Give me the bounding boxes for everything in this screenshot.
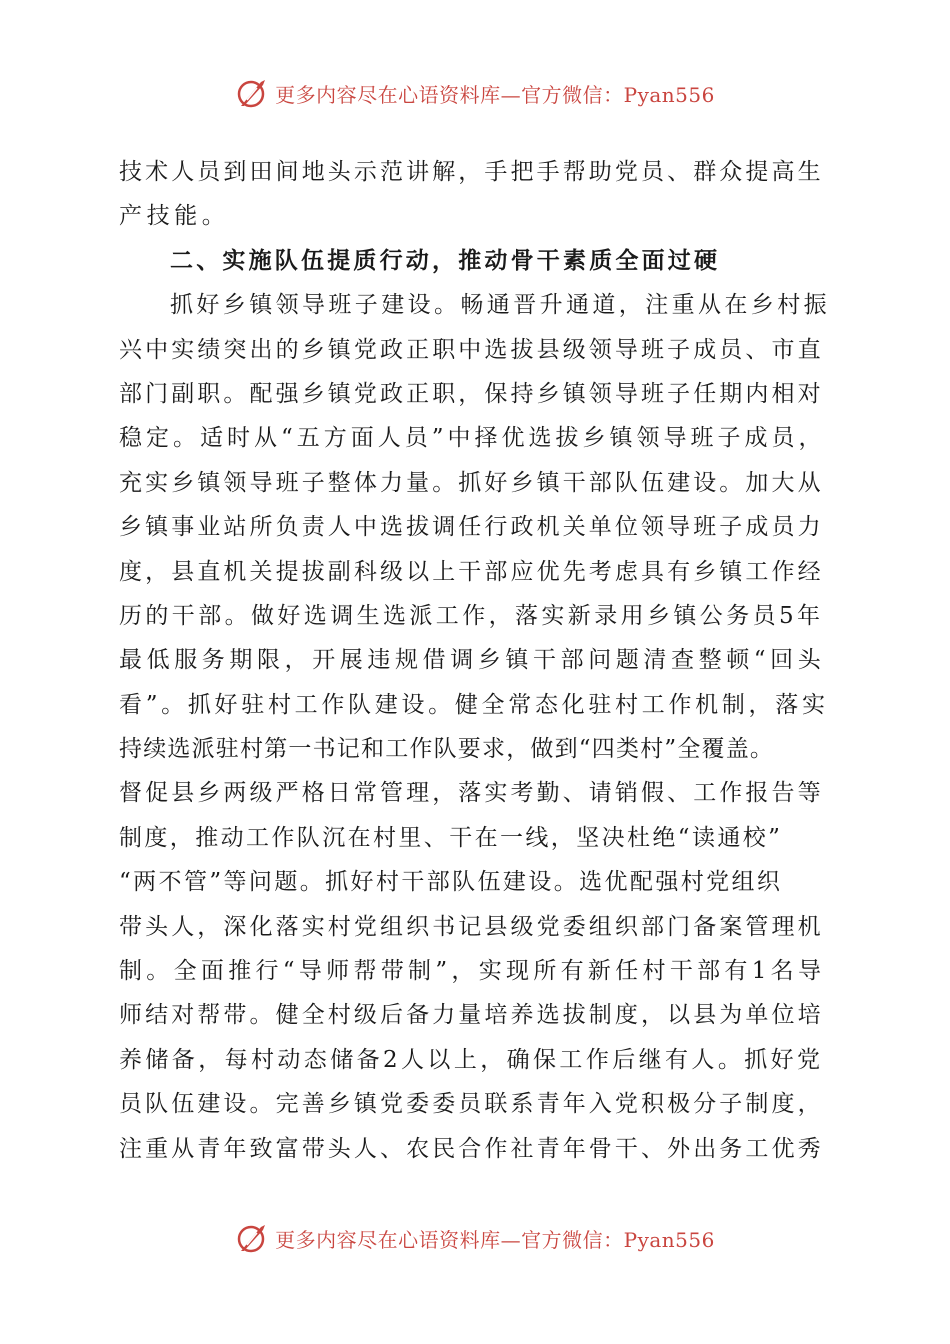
section-heading: 二、实施队伍提质行动，推动骨干素质全面过硬 [170, 246, 721, 274]
watermark-text: 更多内容尽在心语资料库—官方微信：Pyan556 [275, 1227, 715, 1252]
quill-logo-icon [235, 1221, 269, 1255]
quill-logo-icon [235, 76, 269, 110]
body-line: 充实乡镇领导班子整体力量。抓好乡镇干部队伍建设。加大从 [119, 469, 824, 496]
body-line: 最低服务期限，开展违规借调乡镇干部问题清查整顿“回头 [119, 647, 826, 674]
body-line: 历的干部。做好选调生选派工作，落实新录用乡镇公务员5年 [119, 602, 824, 629]
body-line: 带头人，深化落实村党组织书记县级党委组织部门备案管理机 [119, 913, 824, 940]
body-line: 稳定。适时从“五方面人员”中择优选拔乡镇领导班子成员， [119, 425, 826, 452]
document-body [119, 150, 831, 1171]
body-line: 乡镇事业站所负责人中选拔调任行政机关单位领导班子成员力 [119, 514, 824, 541]
watermark-banner-bottom [0, 1218, 950, 1258]
watermark-banner-top [0, 73, 950, 113]
body-line: 员队伍建设。完善乡镇党委委员联系青年入党积极分子制度， [119, 1091, 824, 1118]
body-line: 看”。抓好驻村工作队建设。健全常态化驻村工作机制，落实 [119, 691, 829, 718]
body-line: 督促县乡两级严格日常管理，落实考勤、请销假、工作报告等 [119, 780, 824, 807]
body-line: 技术人员到田间地头示范讲解，手把手帮助党员、群众提高生 [119, 159, 824, 185]
body-line: 产技能。 [119, 203, 230, 230]
body-line: 部门副职。配强乡镇党政正职，保持乡镇领导班子任期内相对 [119, 380, 824, 407]
body-line: 兴中实绩突出的乡镇党政正职中选拔县级领导班子成员、市直 [119, 336, 824, 363]
body-line: 度，县直机关提拔副科级以上干部应优先考虑具有乡镇工作经 [119, 558, 824, 585]
body-line: 抓好乡镇领导班子建设。畅通晋升通道，注重从在乡村振 [170, 292, 830, 319]
body-line: “两不管”等问题。抓好村干部队伍建设。选优配强村党组织 [119, 869, 783, 896]
body-line: 制度，推动工作队沉在村里、干在一线，坚决杜绝“读通校” [119, 824, 783, 851]
body-line: 制。全面推行“导师帮带制”，实现所有新任村干部有1名导 [119, 958, 826, 985]
body-line: 养储备，每村动态储备2人以上，确保工作后继有人。抓好党 [119, 1046, 824, 1073]
body-line: 注重从青年致富带头人、农民合作社青年骨干、外出务工优秀 [119, 1135, 824, 1162]
body-line: 师结对帮带。健全村级后备力量培养选拔制度，以县为单位培 [119, 1002, 824, 1029]
watermark-text: 更多内容尽在心语资料库—官方微信：Pyan556 [275, 82, 715, 107]
body-line: 持续选派驻村第一书记和工作队要求，做到“四类村”全覆盖。 [119, 736, 775, 763]
